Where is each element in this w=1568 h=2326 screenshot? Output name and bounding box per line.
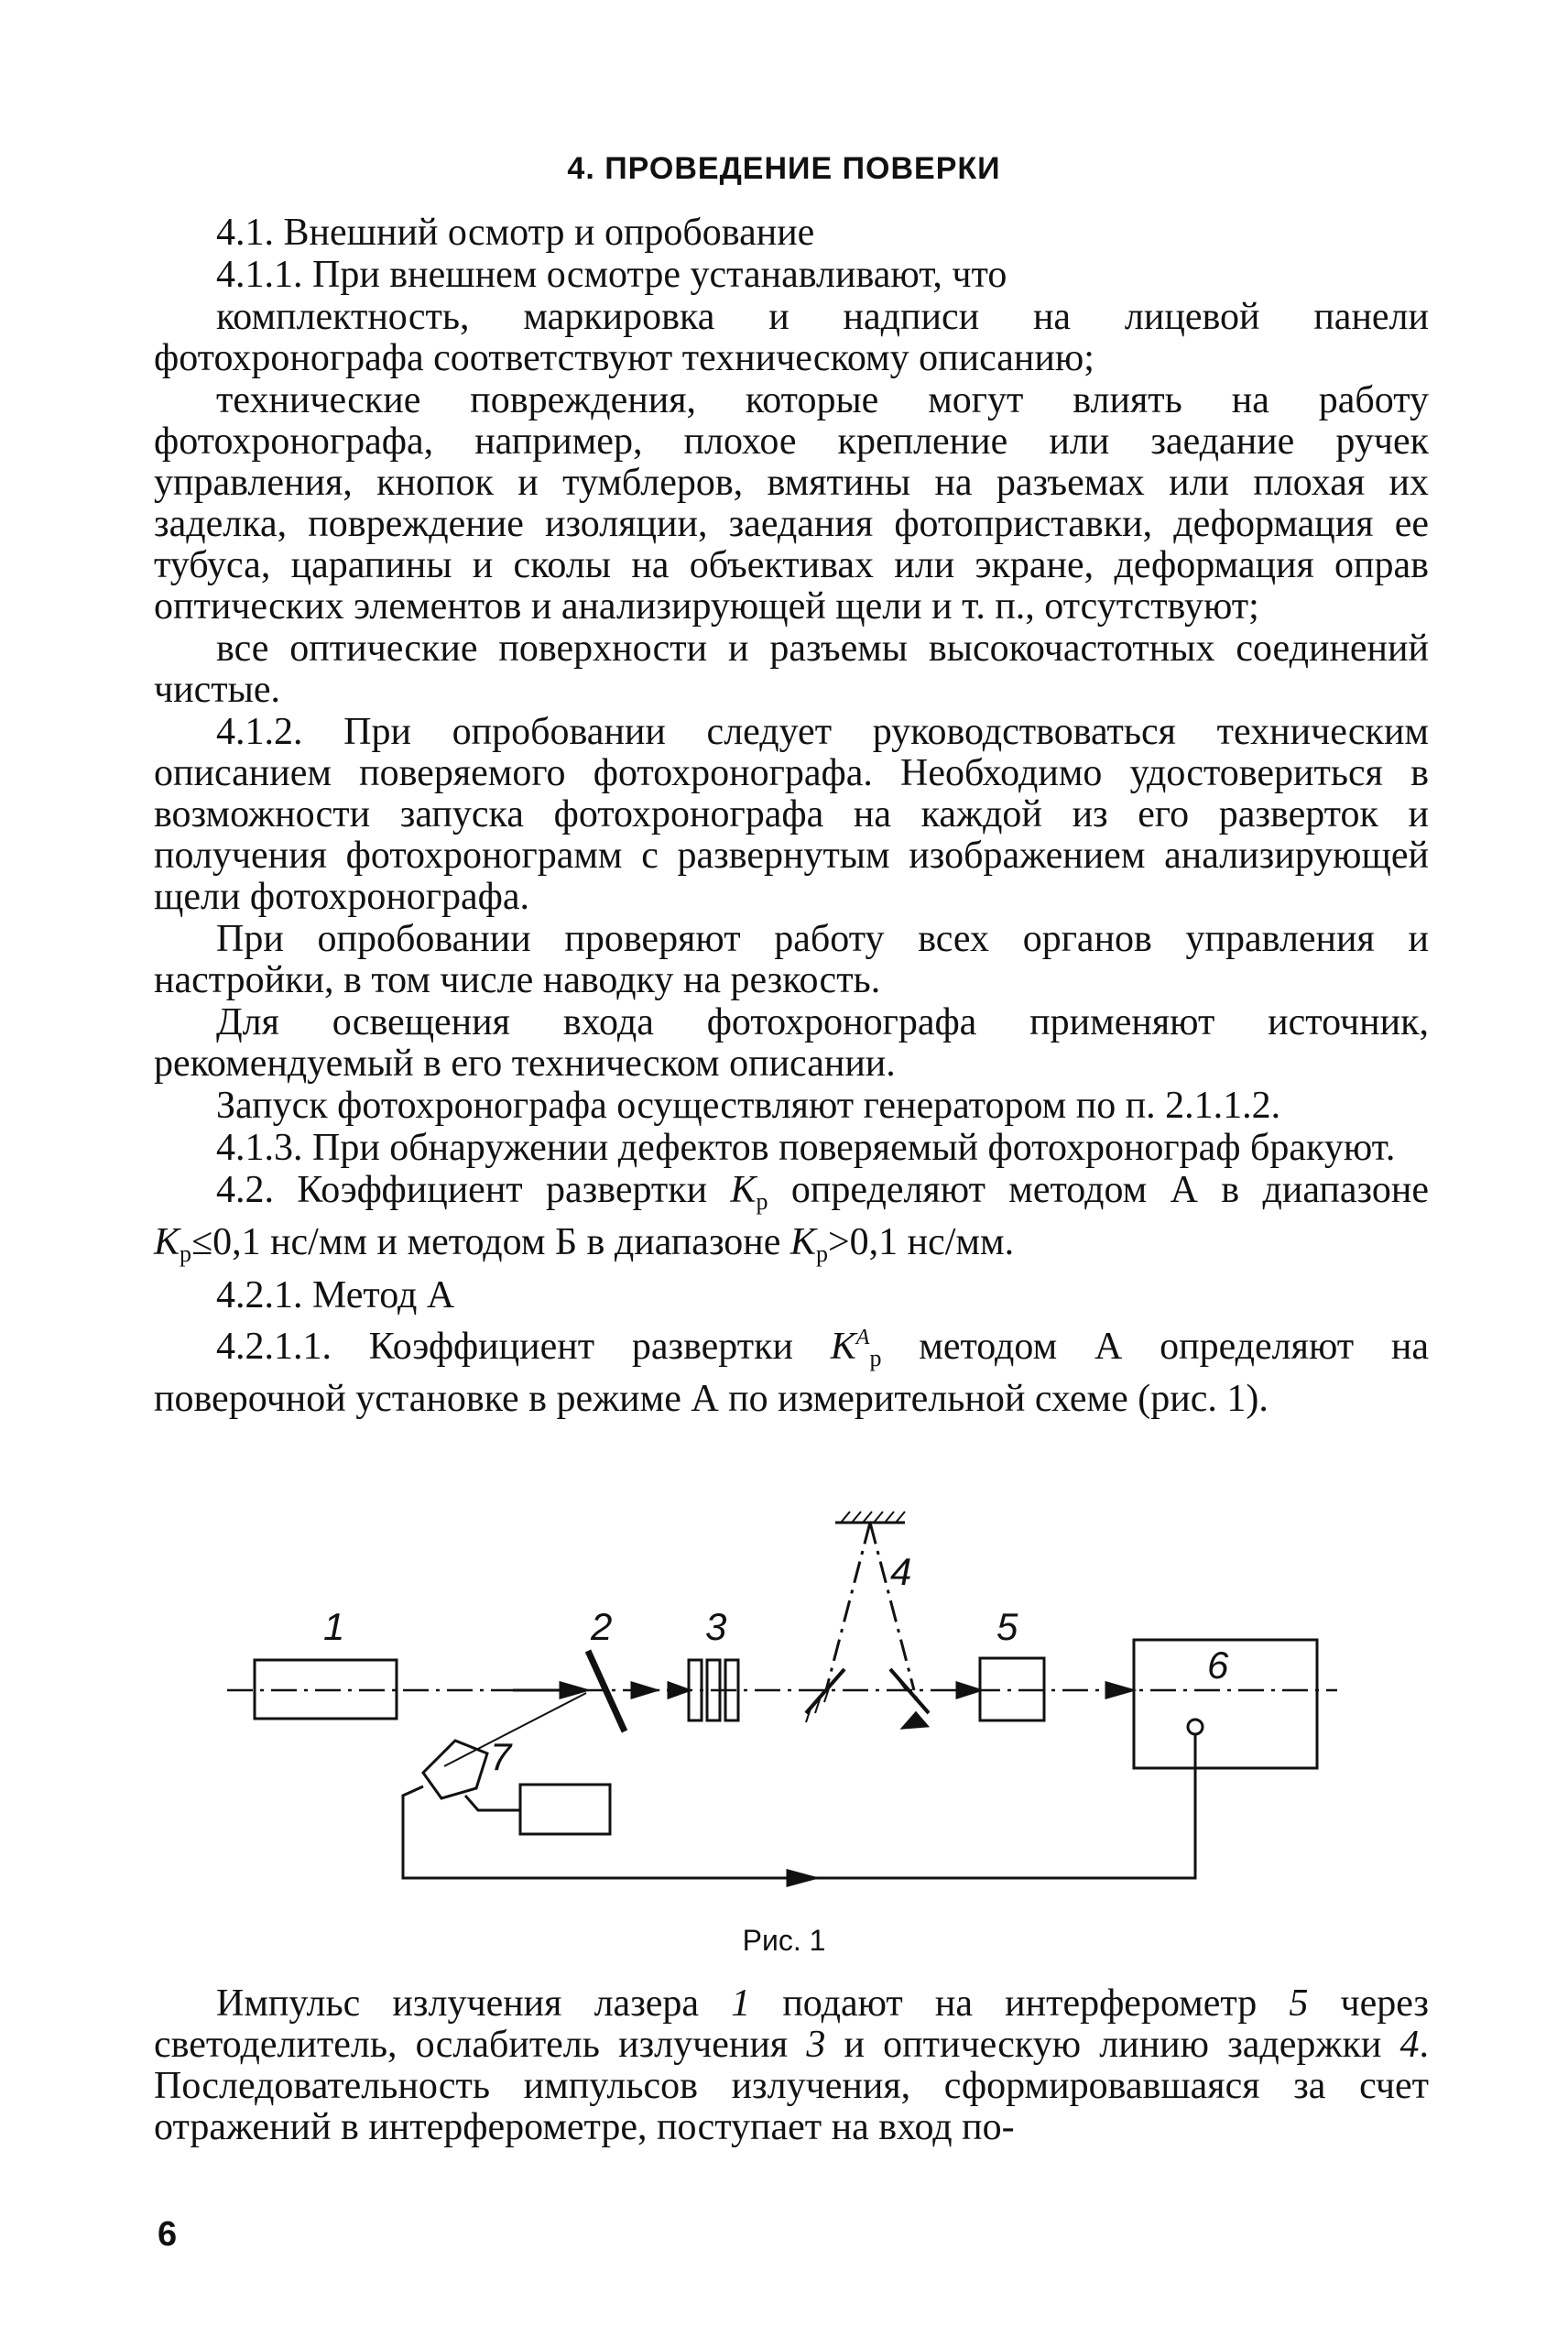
paragraph: 4.1.3. При обнаружении дефектов поверяемый фотохронограф бракуют. — [216, 1127, 1396, 1169]
text-run: подают на интерферометр — [782, 1982, 1258, 2025]
delay-beam — [870, 1523, 914, 1690]
symbol-k: K — [154, 1221, 180, 1263]
subscript-p: р — [180, 1240, 192, 1267]
label-5: 5 — [996, 1605, 1018, 1648]
ref-laser: 1 — [731, 1982, 751, 2025]
arrow-head — [957, 1683, 980, 1698]
text-run: 4.2. Коэффициент развертки — [216, 1169, 708, 1211]
symbol-k: K — [830, 1326, 856, 1368]
label-3: 3 — [705, 1605, 727, 1648]
text-run: 4.2.1.1. Коэффициент развертки — [216, 1326, 793, 1368]
trigger-line — [403, 1734, 1195, 1878]
text-run: Импульс излучения лазера — [216, 1982, 700, 2025]
arrow-head — [788, 1871, 815, 1885]
wire — [465, 1796, 520, 1810]
delay-beam — [826, 1523, 870, 1690]
subscript-p: р — [756, 1188, 768, 1215]
text-run: и оптическую линию задержки — [844, 2024, 1382, 2066]
body-text-continued — [154, 1983, 1429, 2148]
ref-delay: 4 — [1399, 2024, 1420, 2066]
paragraph: 4.1.1. При внешнем осмотре устанавливают, что — [216, 254, 1007, 296]
text-run: ≤0,1 нс/мм и методом Б в диапазоне — [191, 1221, 781, 1263]
arrow-head — [1106, 1683, 1132, 1698]
paragraph — [154, 1983, 1429, 2148]
label-2: 2 — [591, 1605, 613, 1648]
paragraph: технические повреждения, которые могут влиять на работу фотохронографа, например, плохое крепление или заедание ручек управления, кнопок и тумблеров, вмятины на разъемах или плохая их заделка, повреждение изоляции, заедания фотоприставки, деформация ее тубуса, царапины и сколы на объективах или экране, деформация оправ оптических элементов и анализирующей щели и т. п., отсутствуют; — [154, 379, 1429, 628]
label-6: 6 — [1207, 1643, 1229, 1687]
paragraph: комплектность, маркировка и надписи на лицевой панели фотохронографа соответствуют техническому описанию; — [154, 296, 1429, 379]
section-title: 4. ПРОВЕДЕНИЕ ПОВЕРКИ — [567, 151, 1001, 186]
text-run: методом А определяют на поверочной установке в режиме А по измерительной схеме (рис. 1). — [154, 1326, 1430, 1420]
trigger-input — [1188, 1720, 1203, 1734]
symbol-k: K — [789, 1221, 816, 1263]
arrow-head — [632, 1683, 656, 1698]
label-4: 4 — [890, 1550, 912, 1593]
symbol-k: K — [730, 1169, 757, 1211]
subscript-p: р — [869, 1345, 882, 1371]
paragraph: Для освещения входа фотохронографа применяют источник, рекомендуемый в его техническом описании. — [154, 1001, 1429, 1085]
superscript-a: A — [855, 1326, 870, 1349]
ref-attenuator: 3 — [806, 2024, 826, 2066]
ref-interferometer: 5 — [1289, 1982, 1309, 2025]
split-beam — [444, 1693, 586, 1766]
paragraph: все оптические поверхности и разъемы высокочастотных соединений чистые. — [154, 628, 1429, 711]
paragraph: Запуск фотохронографа осуществляют генератором по п. 2.1.1.2. — [216, 1085, 1281, 1127]
generator-block — [520, 1785, 610, 1834]
paragraph: При опробовании проверяют работу всех органов управления и настройки, в том числе наводку на резкость. — [154, 918, 1429, 1001]
label-7: 7 — [490, 1735, 512, 1778]
arrow-head — [669, 1683, 689, 1698]
figure-caption: Рис. 1 — [742, 1924, 826, 1957]
label-1: 1 — [323, 1605, 345, 1648]
subscript-p: р — [815, 1240, 828, 1267]
paragraph: 4.1. Внешний осмотр и опробование — [216, 212, 815, 254]
text-run: >0,1 нс/мм. — [827, 1221, 1015, 1263]
text-run: через светоделитель, ослабитель излучения — [154, 1982, 1430, 2066]
arrow-head — [903, 1713, 927, 1728]
page-number: 6 — [158, 2215, 178, 2254]
paragraph: 4.1.2. При опробовании следует руководствоваться техническим описанием поверяемого фотохронографа. Необходимо удостовериться в возможности запуска фотохронографа на каждой из его разверток и получения фотохронограмм с развернутым изображением анализирующей щели фотохронографа. — [154, 711, 1429, 918]
text-run: определяют методом А в диапазоне — [790, 1169, 1429, 1211]
paragraph: 4.2.1. Метод А — [216, 1274, 455, 1316]
text-run: . Последовательность импульсов излучения, сформировавшаяся за счет отражений в интерферометре, поступает на вход по- — [154, 2024, 1430, 2148]
